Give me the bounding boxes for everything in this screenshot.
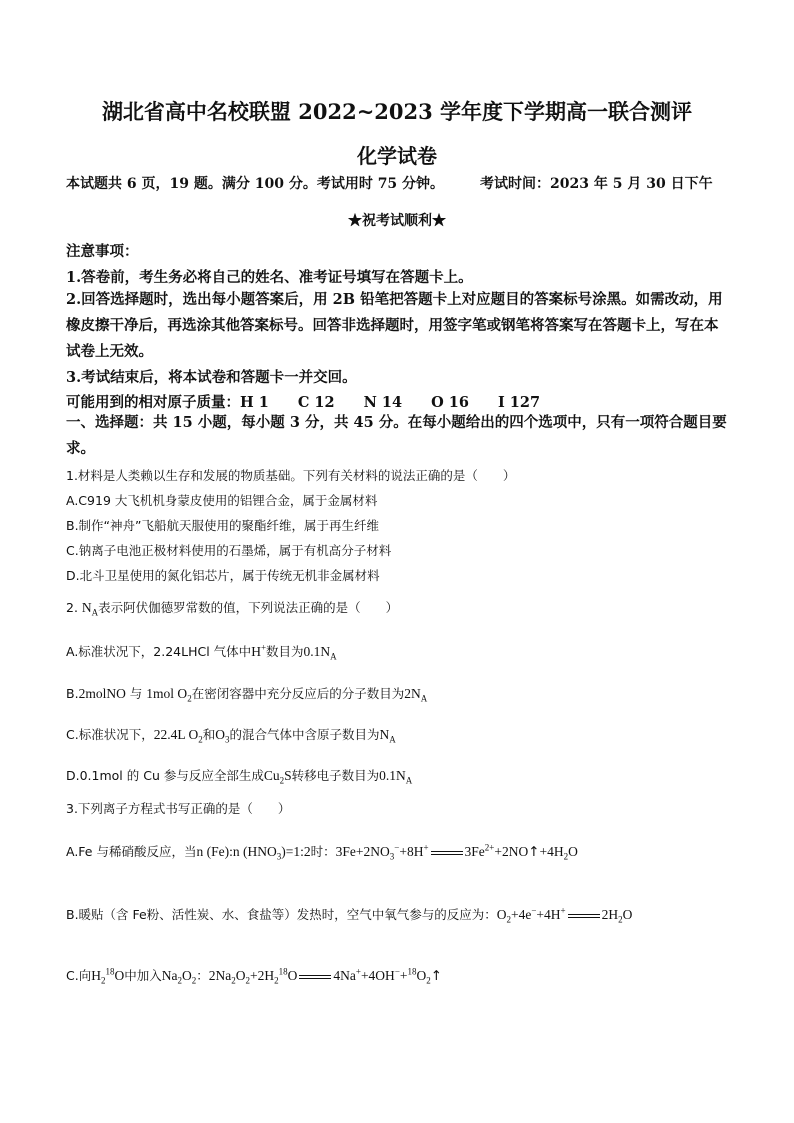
- q2-d-text-2: 转移电子数目为: [291, 768, 380, 783]
- exam-title: 湖北省高中名校联盟 2022~2023 学年度下学期高一联合测评: [101, 99, 693, 124]
- q1-option-a: A.C919 大飞机机身蒙皮使用的铝锂合金，属于金属材料: [66, 493, 378, 508]
- q2-b-text-1: B.: [66, 686, 79, 701]
- good-luck-line: ★祝考试顺利★: [348, 213, 446, 229]
- q3-c-text-1: C.向: [66, 968, 92, 983]
- q2-a-text-2: 数目为: [266, 644, 304, 659]
- q2-a-text-1: A.标准状况下，2.24LHCl 气体中: [66, 644, 252, 659]
- exam-subject: 化学试卷: [357, 144, 437, 168]
- q3-a-text-2: 时：: [310, 844, 336, 859]
- q2-b-text-2: 与: [129, 686, 143, 701]
- q3-b-text-1: B.暖贴（含 Fe粉、活性炭、水、食盐等）发热时，空气中氧气参与的反应为：: [66, 907, 497, 922]
- q2-stem: 2. $N_A$表示阿伏伽德罗常数的值，下列说法正确的是（ ）: [66, 600, 399, 618]
- q3-option-a: A.Fe 与稀硝酸反应，当n (Fe):n $(HNO_3)=1:2$时：$3Fe+2NO_3^-+8H^+$ $3Fe^{2+}+2NO↑+4H_2O$: [66, 842, 578, 862]
- q3-option-b: B.暖贴（含 Fe粉、活性炭、水、食盐等）发热时，空气中氧气参与的反应为：$O_2+4e^-+4H^+$ $2H_2O$: [66, 905, 633, 925]
- q1-stem: 1.材料是人类赖以生存和发展的物质基础。下列有关材料的说法正确的是（ ）: [66, 468, 516, 483]
- q2-c-text-2: 和: [202, 727, 216, 742]
- q2-option-b: B.2molNO 与 1mol $O_2$在密闭容器中充分反应后的分子数目为$2N_A$: [66, 686, 428, 704]
- note-item-1: 1.答卷前，考生务必将自己的姓名、准考证号填写在答题卡上。: [66, 269, 473, 286]
- q3-a-text-1: A.Fe 与稀硝酸反应，当: [66, 844, 197, 859]
- q2-d-text-1: D.0.1mol 的 Cu 参与反应全部生成: [66, 768, 264, 783]
- q3-c-text-2: 中加入: [124, 968, 162, 983]
- q3-c-text-3: ：: [196, 968, 209, 983]
- q2-b-text-3: 在密闭容器中充分反应后的分子数目为: [191, 686, 405, 701]
- q1-option-d: D.北斗卫星使用的氮化铝芯片，属于传统无机非金属材料: [66, 568, 380, 583]
- exam-info-right: 考试时间：2023 年 5 月 30 日下午: [480, 176, 713, 192]
- exam-info-left: 本试题共 6 页，19 题。满分 100 分。考试用时 75 分钟。: [66, 176, 445, 192]
- q2-stem-text: 表示阿伏伽德罗常数的值，下列说法正确的是（ ）: [98, 600, 399, 615]
- note-item-2: 2.回答选择题时，选出每小题答案后，用 2B 铅笔把答题卡上对应题目的答案标号涂黑。如需改动，用橡皮擦干净后，再选涂其他答案标号。回答非选择题时，用签字笔或钢笔将答案写在答题卡上，写在本试卷上无效。: [66, 291, 723, 360]
- q1-option-c: C.钠离子电池正极材料使用的石墨烯，属于有机高分子材料: [66, 543, 392, 558]
- q2-number: 2.: [66, 600, 82, 615]
- note-item-3: 3.考试结束后，将本试卷和答题卡一并交回。: [66, 369, 357, 386]
- notes-heading: 注意事项：: [66, 243, 139, 260]
- q1-option-b: B.制作“神舟”飞船航天服使用的聚酯纤维，属于再生纤维: [66, 518, 380, 533]
- section-one-heading: 一、选择题：共 15 小题，每小题 3 分，共 45 分。在每小题给出的四个选项中，只有一项符合题目要求。: [66, 414, 727, 457]
- q2-option-d: D.0.1mol 的 Cu 参与反应全部生成$Cu_2S$转移电子数目为$0.1N_A$: [66, 768, 413, 786]
- atomic-mass-line: 可能用到的相对原子质量：H 1 C 12 N 14 O 16 I 127: [66, 394, 541, 411]
- q2-c-text-1: C.标准状况下，: [66, 727, 154, 742]
- q2-c-text-3: 的混合气体中含原子数目为: [229, 727, 380, 742]
- q2-option-a: A.标准状况下，2.24LHCl 气体中H+数目为$0.1N_A$: [66, 642, 337, 662]
- q2-option-c: C.标准状况下，22.4L $O_2$和$O_3$的混合气体中含原子数目为$N_A$: [66, 727, 396, 745]
- exam-info: [66, 173, 713, 193]
- q3-stem: 3.下列离子方程式书写正确的是（ ）: [66, 801, 291, 816]
- q3-option-c: C.向$H_2^{18}O$中加入$Na_2O_2$：$2Na_2O_2+2H_2^{18}O$ $4Na^++4OH^-+^{18}O_2↑$: [66, 966, 443, 986]
